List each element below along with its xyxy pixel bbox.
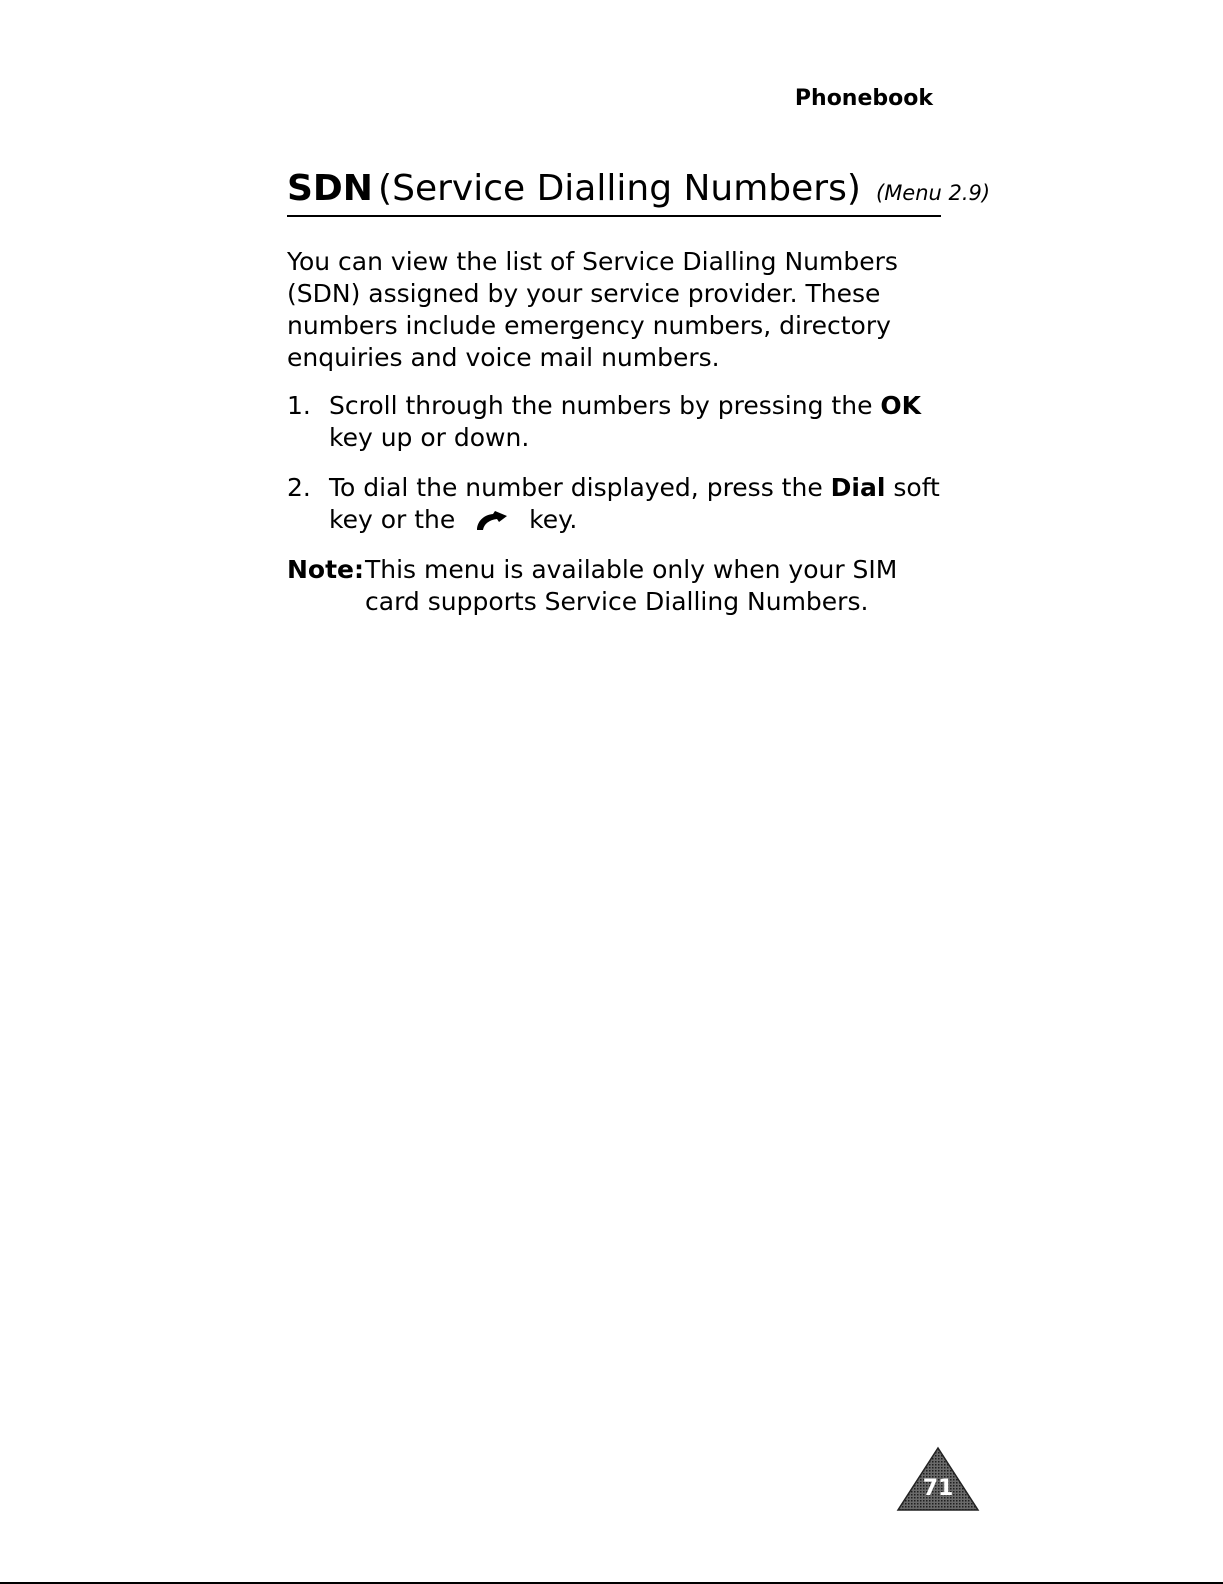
step-text-part: To dial the number displayed, press the [329, 473, 823, 502]
key-name-dial: Dial [830, 473, 886, 502]
title-menu-reference: (Menu 2.9) [876, 181, 991, 205]
step-item [287, 472, 947, 536]
note [287, 554, 947, 618]
step-text-part: Scroll through the numbers by pressing the [329, 391, 873, 420]
key-name-ok: OK [880, 391, 922, 420]
intro-paragraph: You can view the list of Service Dialling Numbers (SDN) assigned by your service provider. These numbers include emergency numbers, directory enquiries and voice mail numbers. [287, 247, 898, 372]
step-text-part: soft key or the [329, 473, 940, 534]
running-header: Phonebook [794, 86, 933, 111]
title-abbreviation: SDN [287, 168, 373, 209]
phone-send-icon [473, 510, 509, 532]
body-text [287, 246, 947, 618]
note-label: Note: [287, 555, 365, 584]
step-item [287, 390, 947, 454]
step-text [329, 472, 947, 536]
step-number: 1. [287, 391, 311, 420]
title-full-name: (Service Dialling Numbers) [378, 168, 861, 209]
step-text-part: key. [529, 505, 578, 534]
section-title [287, 168, 991, 217]
note-text: This menu is available only when your SIM card supports Service Dialling Numbers. [365, 555, 898, 616]
step-number: 2. [287, 473, 311, 502]
page-number-badge [896, 1446, 980, 1512]
step-text-part: key up or down. [329, 423, 530, 452]
step-text [329, 390, 947, 454]
page-number: 71 [922, 1476, 954, 1501]
